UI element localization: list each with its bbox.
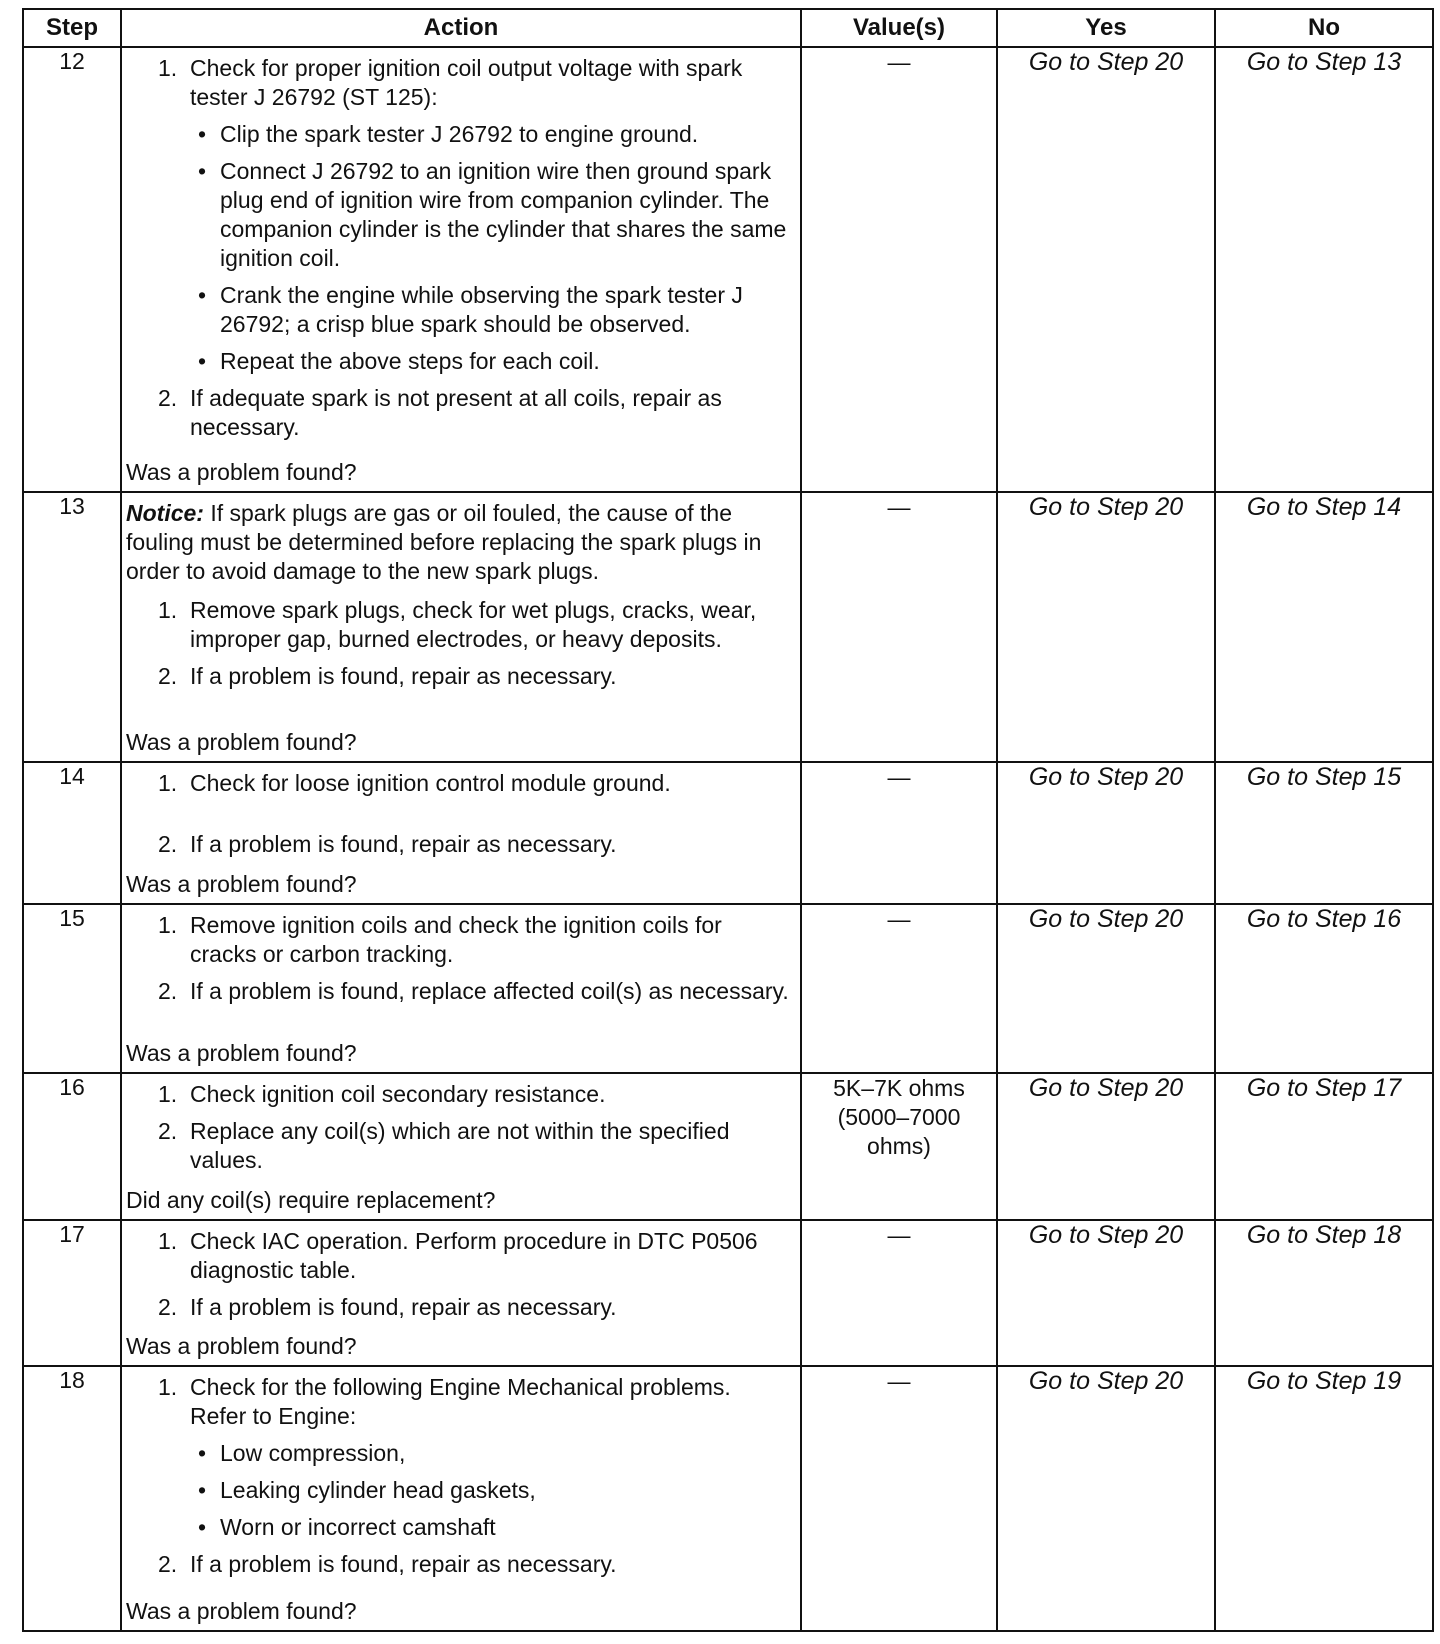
question-text: Did any coil(s) require replacement? — [126, 1186, 496, 1213]
table-row — [23, 1073, 1433, 1219]
yes-link[interactable]: Go to Step 20 — [997, 47, 1215, 492]
bullet-item: • Clip the spark tester J 26792 to engine ground. — [190, 120, 790, 149]
action-cell — [121, 762, 801, 903]
no-link[interactable]: Go to Step 18 — [1215, 1220, 1433, 1366]
value-cell: — — [801, 904, 997, 1074]
action-item: 1. Check for loose ignition control module ground. — [158, 770, 671, 797]
yes-link[interactable]: Go to Step 20 — [997, 492, 1215, 763]
action-item: 2. If a problem is found, replace affected coil(s) as necessary. — [158, 977, 789, 1004]
value-line: ohms) — [867, 1133, 931, 1160]
value-line: 5K–7K ohms — [833, 1075, 965, 1102]
action-cell — [121, 1073, 801, 1219]
value-cell: — — [801, 762, 997, 903]
bullet-item: • Crank the engine while observing the spark tester J 26792; a crisp blue spark should be observed. — [190, 281, 790, 339]
action-cell — [121, 47, 801, 492]
notice-label: Notice: — [126, 499, 204, 526]
value-cell: — — [801, 492, 997, 763]
question-text: Was a problem found? — [126, 1598, 357, 1624]
table-row — [23, 1220, 1433, 1366]
question-text: Was a problem found? — [126, 1333, 357, 1360]
yes-link[interactable]: Go to Step 20 — [997, 1366, 1215, 1631]
action-item: 1. Remove spark plugs, check for wet plugs, cracks, wear, improper gap, burned electrodes, or heavy deposits. — [158, 596, 757, 652]
action-item: 1. Check ignition coil secondary resistance. — [158, 1081, 606, 1108]
header-step: Step — [23, 9, 121, 47]
header-values: Value(s) — [801, 9, 997, 47]
question-text: Was a problem found? — [126, 458, 357, 485]
bullet-item: • Connect J 26792 to an ignition wire then ground spark plug end of ignition wire from companion cylinder. The companion cylinder is the cylinder that shares the same ignition coil. — [190, 157, 790, 273]
yes-link[interactable]: Go to Step 20 — [997, 762, 1215, 903]
action-item: 1. Check IAC operation. Perform procedure in DTC P0506 diagnostic table. — [158, 1227, 758, 1283]
action-item: 2. Replace any coil(s) which are not within the specified values. — [158, 1118, 730, 1174]
action-item: 1. Remove ignition coils and check the ignition coils for cracks or carbon tracking. — [158, 911, 722, 967]
value-cell: — — [801, 1220, 997, 1366]
step-number: 18 — [23, 1366, 121, 1631]
question-text: Was a problem found? — [126, 1040, 357, 1067]
header-yes: Yes — [997, 9, 1215, 47]
step-number: 15 — [23, 904, 121, 1074]
bullet-item: • Repeat the above steps for each coil. — [190, 347, 790, 376]
yes-link[interactable]: Go to Step 20 — [997, 1073, 1215, 1219]
value-cell: — — [801, 1366, 997, 1631]
step-number: 16 — [23, 1073, 121, 1219]
action-item: 2. If a problem is found, repair as necessary. — [158, 831, 617, 858]
value-line: (5000–7000 — [837, 1104, 961, 1131]
step-number: 17 — [23, 1220, 121, 1366]
bullet-item: • Leaking cylinder head gaskets, — [190, 1476, 790, 1505]
action-item: 1. Check for the following Engine Mechanical problems. Refer to Engine: • Low compression, • Leaking cylinder head gaskets, • Worn or incorrect camshaft — [126, 1373, 790, 1542]
bullet-item: • Low compression, — [190, 1439, 790, 1468]
no-link[interactable]: Go to Step 13 — [1215, 47, 1433, 492]
no-link[interactable]: Go to Step 14 — [1215, 492, 1433, 763]
action-cell — [121, 1366, 801, 1631]
action-item: 2. If a problem is found, repair as necessary. — [158, 1293, 617, 1320]
header-no: No — [1215, 9, 1433, 47]
question-text: Was a problem found? — [126, 729, 357, 756]
action-item: 1. Check for proper ignition coil output voltage with spark tester J 26792 (ST 125): • Clip the spark tester J 26792 to engine ground. • Connect J 26792 to an ignition wire then ground spark plug end of ignition wire from companion cylinder. The companion cylinder is the cylinder that shares the same ignition coil. • Crank the engine while observing the spark tester J 26792; a crisp blue spark should be observed. • Repeat the above steps for each coil. — [126, 54, 790, 376]
step-number: 12 — [23, 47, 121, 492]
action-cell — [121, 904, 801, 1074]
header-row — [23, 9, 1433, 47]
step-number: 13 — [23, 492, 121, 763]
table-row — [23, 904, 1433, 1074]
action-cell — [121, 492, 801, 763]
yes-link[interactable]: Go to Step 20 — [997, 1220, 1215, 1366]
no-link[interactable]: Go to Step 17 — [1215, 1073, 1433, 1219]
action-cell — [121, 1220, 801, 1366]
action-item: 2. If a problem is found, repair as necessary. — [158, 662, 617, 689]
no-link[interactable]: Go to Step 16 — [1215, 904, 1433, 1074]
step-number: 14 — [23, 762, 121, 903]
action-item: 2. If a problem is found, repair as necessary. — [158, 1551, 617, 1578]
yes-link[interactable]: Go to Step 20 — [997, 904, 1215, 1074]
no-link[interactable]: Go to Step 15 — [1215, 762, 1433, 903]
notice-text: Notice: If spark plugs are gas or oil fouled, the cause of the fouling must be determined before replacing the spark plugs in order to avoid damage to the new spark plugs. — [126, 499, 762, 584]
table-row — [23, 492, 1433, 763]
question-text: Was a problem found? — [126, 870, 357, 897]
diagnostic-table — [22, 8, 1434, 1632]
header-action: Action — [121, 9, 801, 47]
no-link[interactable]: Go to Step 19 — [1215, 1366, 1433, 1631]
bullet-item: • Worn or incorrect camshaft — [190, 1513, 790, 1542]
value-cell: — — [801, 47, 997, 492]
value-cell — [801, 1073, 997, 1219]
action-item: 2. If adequate spark is not present at all coils, repair as necessary. — [158, 385, 722, 440]
table-row — [23, 1366, 1433, 1631]
table-row — [23, 762, 1433, 903]
table-row — [23, 47, 1433, 492]
